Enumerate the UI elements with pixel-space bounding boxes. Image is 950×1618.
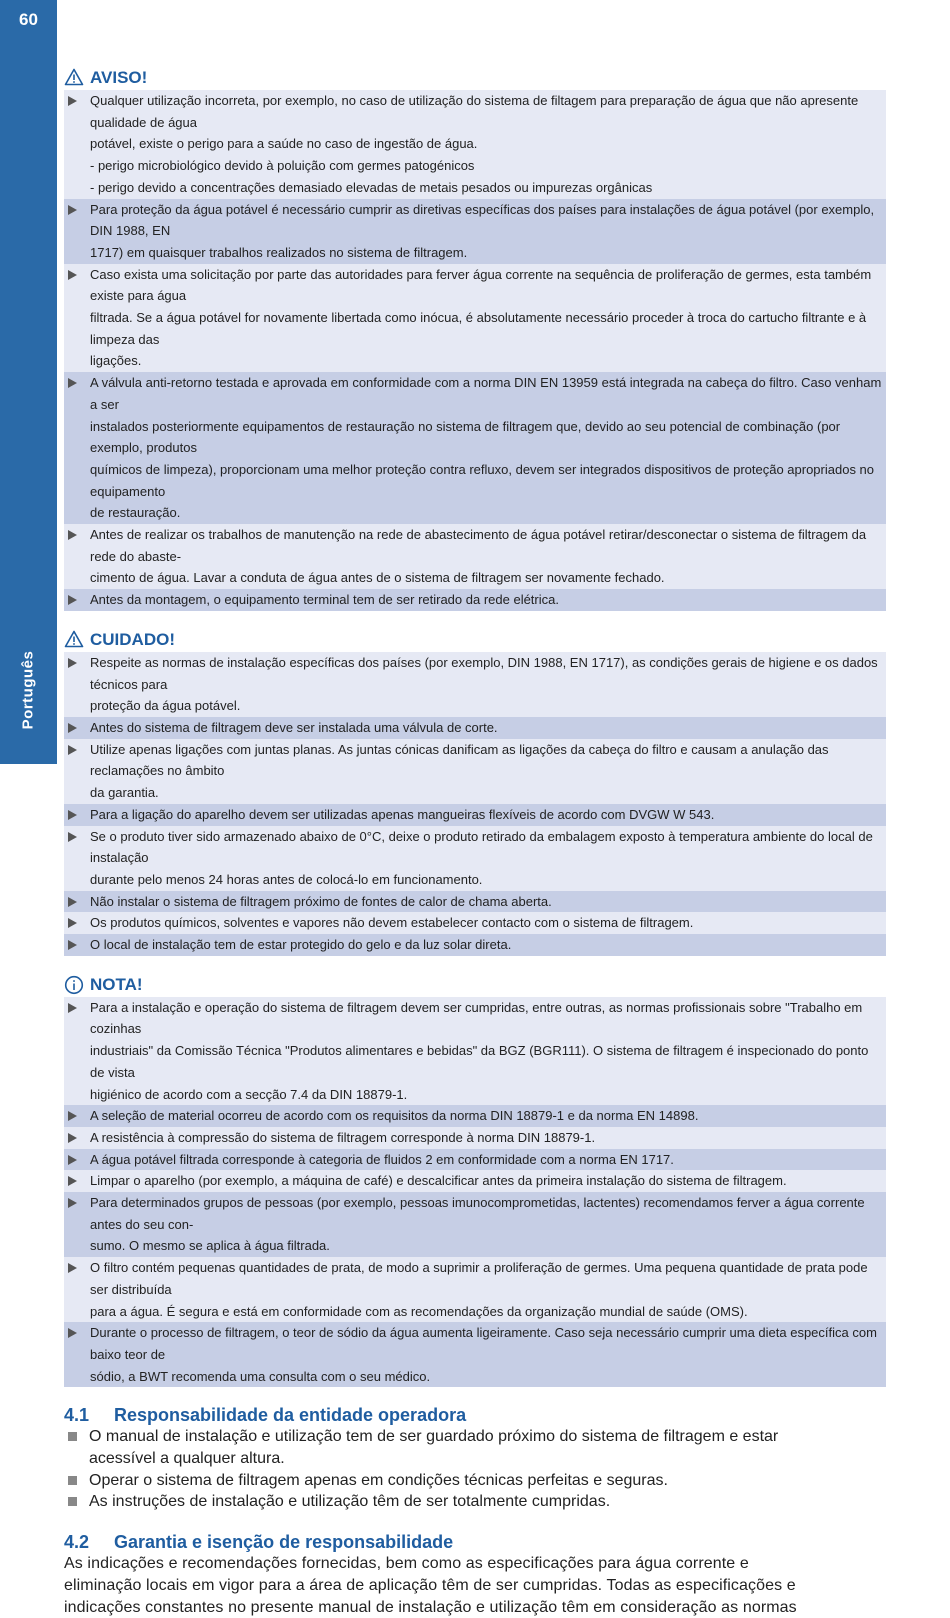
notice-row bbox=[64, 1301, 886, 1323]
notice-row-text: Não instalar o sistema de filtragem próximo de fontes de calor de chama aberta. bbox=[90, 893, 552, 909]
bullet-spacer bbox=[64, 1448, 89, 1470]
language-tab: Português bbox=[19, 650, 37, 730]
list-item-text: Operar o sistema de filtragem apenas em condições técnicas perfeitas e seguras. bbox=[89, 1471, 668, 1489]
notice-row bbox=[64, 782, 886, 804]
arrow-bullet-icon bbox=[64, 264, 90, 307]
arrow-bullet-icon bbox=[64, 199, 90, 242]
notice-row-text: A seleção de material ocorreu de acordo com os requisitos da norma DIN 18879-1 e da norma EN 14898. bbox=[90, 1108, 699, 1124]
notice-row-text: - perigo devido a concentrações demasiado elevadas de metais pesados ou impurezas orgânicas bbox=[90, 179, 653, 195]
notice-row-text: químicos de limpeza), proporcionam uma melhor proteção contra refluxo, devem ser integrados dispositivos de proteção apropriados no equipamento bbox=[90, 461, 875, 499]
notice-row-text: proteção da água potável. bbox=[90, 698, 241, 714]
arrow-bullet-icon bbox=[64, 1192, 90, 1235]
list-item bbox=[64, 1470, 886, 1492]
notice-row-text: Para proteção da água potável é necessário cumprir as diretivas específicas dos países para instalações de água potável (por exemplo, DIN 1988, EN bbox=[90, 201, 875, 239]
bullet-spacer bbox=[64, 1366, 90, 1388]
bullet-spacer bbox=[64, 459, 90, 502]
notice-row bbox=[64, 934, 886, 956]
notice-row-text: Antes do sistema de filtragem deve ser instalada uma válvula de corte. bbox=[90, 719, 498, 735]
notice-row-text: Utilize apenas ligações com juntas planas. As juntas cónicas danificam as ligações da cabeça do filtro e causam a anulação das reclamações no âmbito bbox=[90, 741, 829, 779]
notice-row bbox=[64, 416, 886, 459]
arrow-bullet-icon bbox=[64, 1127, 90, 1149]
bullet-spacer bbox=[64, 782, 90, 804]
arrow-bullet-icon bbox=[64, 739, 90, 782]
bullet-spacer bbox=[64, 133, 90, 155]
bullet-spacer bbox=[64, 567, 90, 589]
bullet-spacer bbox=[64, 1040, 90, 1083]
notice-row bbox=[64, 997, 886, 1040]
notice-row-text: A válvula anti-retorno testada e aprovada em conformidade com a norma DIN EN 13959 está integrada na cabeça do filtro. Caso venham a ser bbox=[90, 375, 882, 412]
notice-row-text: Para determinados grupos de pessoas (por exemplo, pessoas imunocomprometidas, lactentes) recomendamos ferver a água corrente antes do seu con- bbox=[90, 1195, 865, 1232]
notice-row bbox=[64, 133, 886, 155]
side-tab bbox=[0, 0, 57, 764]
notice-row bbox=[64, 695, 886, 717]
bullet-spacer bbox=[64, 416, 90, 459]
section-4-2-body bbox=[64, 1553, 886, 1618]
notice-row-text: Qualquer utilização incorreta, por exemplo, no caso de utilização do sistema de filtagem para preparação de água que não apresente qualidade de água bbox=[90, 93, 859, 130]
notice-row-text: O filtro contém pequenas quantidades de prata, de modo a suprimir a proliferação de germes. Uma pequena quantidade de prata pode ser distribuída bbox=[90, 1260, 868, 1297]
notice-row-text: Limpar o aparelho (por exemplo, a máquina de café) e descalcificar antes da primeira instalação do sistema de filtragem. bbox=[90, 1173, 787, 1189]
caution-triangle-icon bbox=[64, 630, 86, 650]
arrow-bullet-icon bbox=[64, 652, 90, 695]
notice-row-text: durante pelo menos 24 horas antes de colocá-lo em funcionamento. bbox=[90, 871, 483, 887]
notice-row bbox=[64, 502, 886, 524]
notice-row bbox=[64, 589, 886, 611]
warning-triangle-icon bbox=[64, 68, 86, 88]
notice-row bbox=[64, 372, 886, 415]
bullet-spacer bbox=[64, 155, 90, 177]
list-item bbox=[64, 1491, 886, 1513]
notice-row bbox=[64, 1084, 886, 1106]
notice-row-text: de restauração. bbox=[90, 505, 181, 521]
box-title-text: CUIDADO! bbox=[90, 629, 175, 649]
notice-row-text: - perigo microbiológico devido à poluição com germes patogénicos bbox=[90, 158, 475, 174]
notice-row-text: Os produtos químicos, solventes e vapores não devem estabelecer contacto com o sistema de filtragem. bbox=[90, 915, 694, 931]
notice-row bbox=[64, 804, 886, 826]
section-number: 4.1 bbox=[64, 1405, 90, 1426]
section-4-1-list bbox=[64, 1426, 886, 1513]
arrow-bullet-icon bbox=[64, 804, 90, 826]
notice-row bbox=[64, 1257, 886, 1300]
paragraph-line: eliminação locais em vigor para a área de aplicação têm de ser cumpridas. Todas as especificações e bbox=[64, 1576, 796, 1594]
notice-row bbox=[64, 567, 886, 589]
notice-row-text: Respeite as normas de instalação específicas dos países (por exemplo, DIN 1988, EN 1717), as condições gerais de higiene e os dados técnicos para bbox=[90, 654, 878, 692]
section-title: Garantia e isenção de responsabilidade bbox=[114, 1532, 454, 1553]
arrow-bullet-icon bbox=[64, 90, 90, 133]
notice-row bbox=[64, 652, 886, 695]
caution-rows bbox=[64, 652, 886, 956]
notice-row-text: para a água. É segura e está em conformidade com as recomendações da organização mundial de saúde (OMS). bbox=[90, 1303, 748, 1319]
arrow-bullet-icon bbox=[64, 1105, 90, 1127]
arrow-bullet-icon bbox=[64, 589, 90, 611]
notice-row-text: potável, existe o perigo para a saúde no caso de ingestão de água. bbox=[90, 136, 478, 152]
notice-row bbox=[64, 1170, 886, 1192]
notice-row bbox=[64, 350, 886, 372]
main-content bbox=[64, 66, 886, 1618]
notice-row-text: da garantia. bbox=[90, 785, 159, 801]
notice-row bbox=[64, 155, 886, 177]
arrow-bullet-icon bbox=[64, 1257, 90, 1300]
notice-row-text: higiénico de acordo com a secção 7.4 da DIN 18879-1. bbox=[90, 1086, 408, 1102]
notice-row bbox=[64, 912, 886, 934]
section-4-2-heading bbox=[64, 1531, 886, 1553]
notice-row-text: 1717) em quaisquer trabalhos realizados no sistema de filtragem. bbox=[90, 244, 468, 260]
notice-row-text: Caso exista uma solicitação por parte das autoridades para ferver água corrente na sequência de proliferação de germes, esta também existe para água bbox=[90, 266, 872, 304]
arrow-bullet-icon bbox=[64, 1170, 90, 1192]
caution-title bbox=[64, 628, 886, 652]
info-circle-icon bbox=[64, 975, 86, 995]
notice-row bbox=[64, 524, 886, 567]
note-title bbox=[64, 973, 886, 997]
bullet-spacer bbox=[64, 350, 90, 372]
square-bullet-icon bbox=[64, 1426, 89, 1448]
notice-row bbox=[64, 739, 886, 782]
notice-row bbox=[64, 1149, 886, 1171]
arrow-bullet-icon bbox=[64, 891, 90, 913]
notice-row-text: Para a instalação e operação do sistema de filtragem devem ser cumpridas, entre outras, as normas profissionais sobre "Trabalho em cozinhas bbox=[90, 999, 863, 1037]
bullet-spacer bbox=[64, 695, 90, 717]
arrow-bullet-icon bbox=[64, 912, 90, 934]
list-item bbox=[64, 1448, 886, 1470]
arrow-bullet-icon bbox=[64, 717, 90, 739]
notice-row bbox=[64, 1105, 886, 1127]
list-item-text: O manual de instalação e utilização tem de ser guardado próximo do sistema de filtragem e estar bbox=[89, 1428, 779, 1446]
notice-row-text: filtrada. Se a água potável for novamente libertada como inócua, é absolutamente necessário proceder à troca do cartucho filtrante e à limpeza das bbox=[90, 310, 867, 347]
notice-row bbox=[64, 1192, 886, 1235]
warning-box bbox=[64, 66, 886, 611]
notice-row-text: Antes da montagem, o equipamento terminal tem de ser retirado da rede elétrica. bbox=[90, 592, 559, 608]
notice-row bbox=[64, 1366, 886, 1388]
notice-row-text: Durante o processo de filtragem, o teor de sódio da água aumenta ligeiramente. Caso seja necessário cumprir uma dieta específica com baixo teor de bbox=[90, 1325, 877, 1362]
notice-row bbox=[64, 1322, 886, 1365]
square-bullet-icon bbox=[64, 1470, 89, 1492]
arrow-bullet-icon bbox=[64, 997, 90, 1040]
list-item-text: As instruções de instalação e utilização têm de ser totalmente cumpridas. bbox=[89, 1493, 611, 1511]
notice-row-text: sumo. O mesmo se aplica à água filtrada. bbox=[90, 1238, 330, 1254]
notice-row bbox=[64, 199, 886, 242]
box-title-text: AVISO! bbox=[90, 68, 148, 87]
paragraph-line: indicações constantes no presente manual de instalação e utilização têm em consideração as normas bbox=[64, 1598, 797, 1616]
section-number: 4.2 bbox=[64, 1532, 90, 1553]
arrow-bullet-icon bbox=[64, 826, 90, 869]
notice-row-text: A água potável filtrada corresponde à categoria de fluidos 2 em conformidade com a norma EN 1717. bbox=[90, 1151, 674, 1167]
notice-row-text: instalados posteriormente equipamentos de restauração no sistema de filtragem que, devido ao seu potencial de combinação (por exemplo, produtos bbox=[90, 418, 841, 456]
notice-row bbox=[64, 826, 886, 869]
notice-row bbox=[64, 717, 886, 739]
notice-row bbox=[64, 1040, 886, 1083]
notice-row bbox=[64, 242, 886, 264]
warning-rows bbox=[64, 90, 886, 611]
square-bullet-icon bbox=[64, 1491, 89, 1513]
notice-row bbox=[64, 1127, 886, 1149]
notice-row bbox=[64, 264, 886, 307]
notice-row-text: O local de instalação tem de estar protegido do gelo e da luz solar direta. bbox=[90, 937, 512, 953]
bullet-spacer bbox=[64, 1235, 90, 1257]
list-item-text: acessível a qualquer altura. bbox=[89, 1450, 285, 1468]
bullet-spacer bbox=[64, 869, 90, 891]
notice-row-text: A resistência à compressão do sistema de filtragem corresponde à norma DIN 18879-1. bbox=[90, 1129, 596, 1145]
notice-row bbox=[64, 1235, 886, 1257]
notice-row bbox=[64, 177, 886, 199]
page-number: 60 bbox=[19, 10, 38, 29]
bullet-spacer bbox=[64, 1084, 90, 1106]
bullet-spacer bbox=[64, 177, 90, 199]
notice-row bbox=[64, 459, 886, 502]
notice-row-text: Para a ligação do aparelho devem ser utilizadas apenas mangueiras flexíveis de acordo com DVGW W 543. bbox=[90, 806, 715, 822]
arrow-bullet-icon bbox=[64, 1322, 90, 1365]
bullet-spacer bbox=[64, 502, 90, 524]
arrow-bullet-icon bbox=[64, 524, 90, 567]
warning-title bbox=[64, 66, 886, 90]
box-title-text: NOTA! bbox=[90, 974, 143, 994]
note-rows bbox=[64, 997, 886, 1388]
notice-row-text: sódio, a BWT recomenda uma consulta com o seu médico. bbox=[90, 1368, 431, 1384]
notice-row-text: Antes de realizar os trabalhos de manutenção na rede de abastecimento de água potável retirar/desconectar o sistema de filtragem da rede do abaste- bbox=[90, 527, 867, 564]
notice-row-text: Se o produto tiver sido armazenado abaixo de 0°C, deixe o produto retirado da embalagem exposto à temperatura ambiente do local de instalação bbox=[90, 828, 873, 866]
note-box bbox=[64, 973, 886, 1388]
notice-row bbox=[64, 90, 886, 133]
notice-row-text: ligações. bbox=[90, 353, 142, 369]
section-title: Responsabilidade da entidade operadora bbox=[114, 1405, 467, 1426]
list-item bbox=[64, 1426, 886, 1448]
bullet-spacer bbox=[64, 1301, 90, 1323]
arrow-bullet-icon bbox=[64, 1149, 90, 1171]
bullet-spacer bbox=[64, 307, 90, 350]
caution-box bbox=[64, 628, 886, 956]
notice-row bbox=[64, 891, 886, 913]
arrow-bullet-icon bbox=[64, 934, 90, 956]
notice-row bbox=[64, 307, 886, 350]
section-4-1-heading bbox=[64, 1404, 886, 1426]
arrow-bullet-icon bbox=[64, 372, 90, 415]
notice-row-text: industriais" da Comissão Técnica "Produtos alimentares e bebidas" da BGZ (BGR111). O sistema de filtragem é inspecionado do ponto de vista bbox=[90, 1043, 869, 1080]
bullet-spacer bbox=[64, 242, 90, 264]
notice-row-text: cimento de água. Lavar a conduta de água antes de o sistema de filtragem ser novamente fechado. bbox=[90, 570, 665, 586]
paragraph-line: As indicações e recomendações fornecidas, bem como as especificações para água corrente e bbox=[64, 1555, 749, 1573]
notice-boxes bbox=[64, 66, 886, 1387]
notice-row bbox=[64, 869, 886, 891]
